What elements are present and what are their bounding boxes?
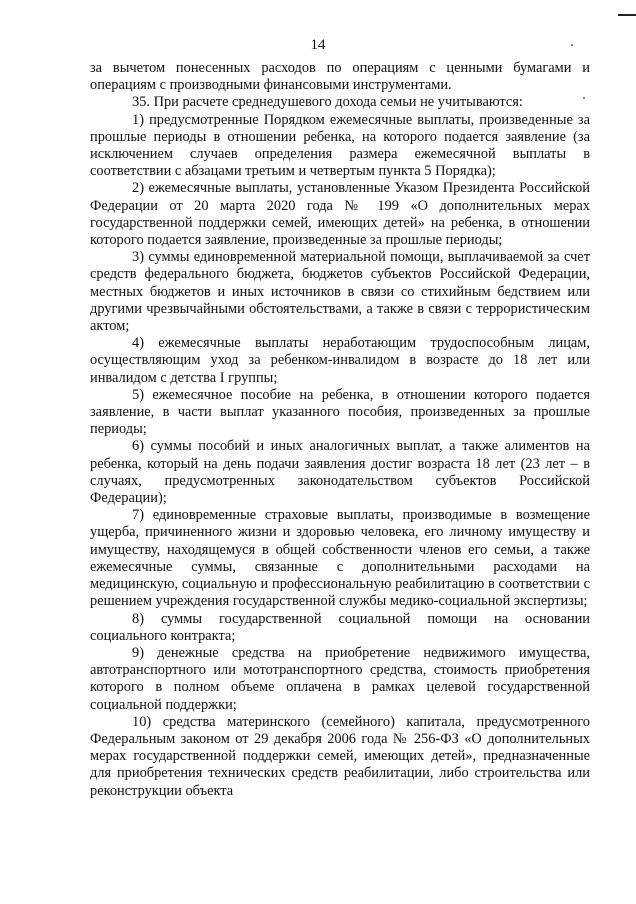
paragraph-item-6: 6) суммы пособий и иных аналогичных выплат, а также алиментов на ребенка, который на день подачи заявления достиг возраста 18 лет (23 лет – в случаях, предусмотренных законодательством субъектов Российской Федерации); xyxy=(90,438,590,507)
scan-edge-mark xyxy=(618,14,636,16)
document-body xyxy=(90,60,590,800)
paragraph-item-4: 4) ежемесячные выплаты неработающим трудоспособным лицам, осуществляющим уход за ребенком-инвалидом в возрасте до 18 лет или инвалидом с детства I группы; xyxy=(90,335,590,386)
paragraph-item-1: 1) предусмотренные Порядком ежемесячные выплаты, произведенные за прошлые периоды в отношении ребенка, на которого подается заявление (за исключением случаев определения размера ежемесячной выплаты в соответствии с абзацами третьим и четвертым пункта 5 Порядка); xyxy=(90,111,590,180)
paragraph-item-7: 7) единовременные страховые выплаты, производимые в возмещение ущерба, причиненного жизни и здоровью человека, его личному имуществу и имуществу, находящемуся в общей собственности членов его семьи, а также ежемесячные суммы, связанные с дополнительными расходами на медицинскую, социальную и профессиональную реабилитацию в соответствии с решением учреждения государственной службы медико-социальной экспертизы; xyxy=(90,507,590,610)
paragraph-continuation: за вычетом понесенных расходов по операциям с ценными бумагами и операциям с производными финансовыми инструментами. xyxy=(90,60,590,94)
paragraph-item-10: 10) средства материнского (семейного) капитала, предусмотренного Федеральным законом от 29 декабря 2006 года № 256-ФЗ «О дополнительных мерах государственной поддержки семей, имеющих детей», предназначенные для приобретения технических средств реабилитации, либо строительства или реконструкции объекта xyxy=(90,713,590,799)
page-number: 14 xyxy=(310,37,326,53)
paragraph-item-3: 3) суммы единовременной материальной помощи, выплачиваемой за счет средств федерального бюджета, бюджетов субъектов Российской Федерации, местных бюджетов и иных источников в связи со стихийным бедствием или другими чрезвычайными обстоятельствами, а также в связи с террористическим актом; xyxy=(90,249,590,335)
paragraph-item-5: 5) ежемесячное пособие на ребенка, в отношении которого подается заявление, в части выплат указанного пособия, произведенных за прошлые периоды; xyxy=(90,386,590,438)
paragraph-item-2: 2) ежемесячные выплаты, установленные Указом Президента Российской Федерации от 20 марта 2020 года № 199 «О дополнительных мерах государственной поддержки семей, имеющих детей» на ребенка, в отношении которого подается заявление, произведенные за прошлые периоды; xyxy=(90,180,590,249)
paragraph-item-8: 8) суммы государственной социальной помощи на основании социального контракта; xyxy=(90,610,590,644)
paragraph-item-9: 9) денежные средства на приобретение недвижимого имущества, автотранспортного или мототранспортного средства, стоимость приобретения которого в полном объеме оплачена в рамках целевой государственной социальной поддержки; xyxy=(90,644,590,713)
paragraph-35: 35. При расчете среднедушевого дохода семьи не учитываются: xyxy=(132,94,523,111)
